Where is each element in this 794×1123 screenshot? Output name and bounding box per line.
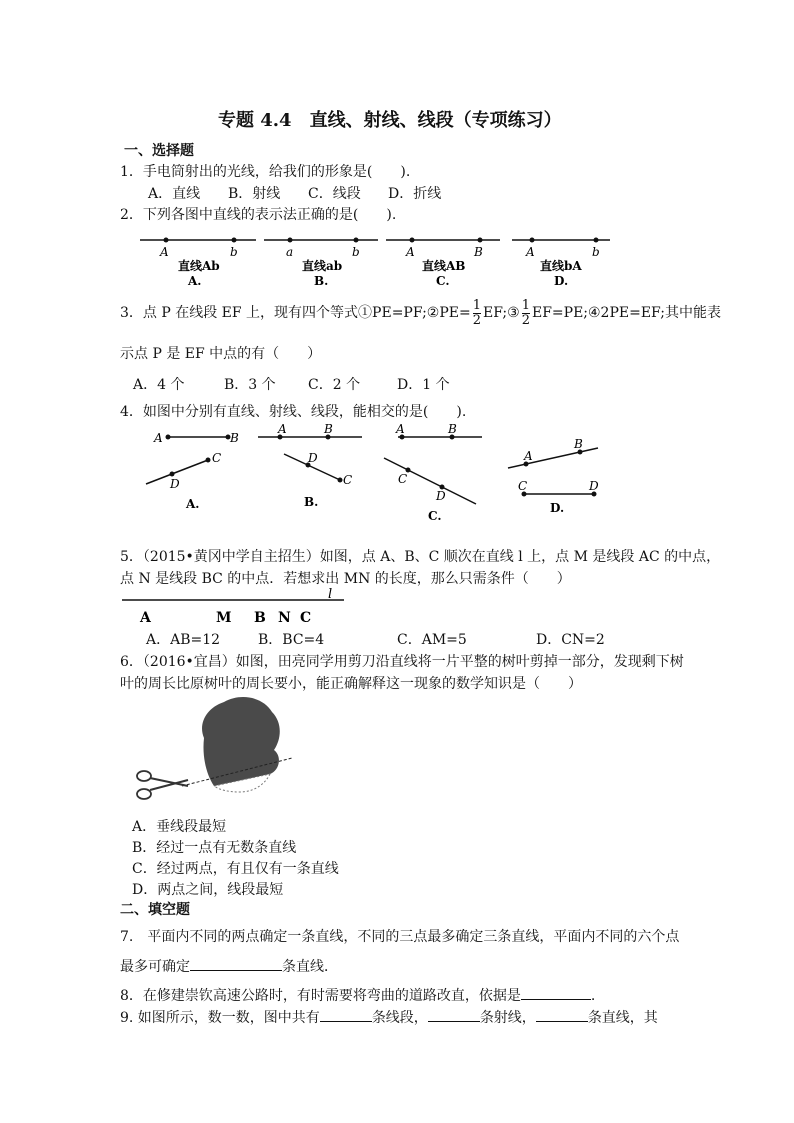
- q2-c-name: 直线AB: [422, 259, 466, 273]
- q2-a-label-2: b: [230, 245, 238, 259]
- q4-figure-b: [258, 422, 362, 509]
- question-6-stem-line1: 6．（2016•宜昌）如图，田亮同学用剪刀沿直线将一片平整的树叶剪掉一部分，发现剩下树: [120, 654, 684, 670]
- q9-blank-rays[interactable]: [428, 1007, 480, 1022]
- q2-a-point-2: [232, 238, 237, 243]
- question-6-option-a: A．垂线段最短: [132, 819, 227, 835]
- question-4-figures: [140, 420, 610, 525]
- question-7-line1: 7. 平面内不同的两点确定一条直线，不同的三点最多确定三条直线，平面内不同的六个点: [120, 929, 680, 945]
- q9-text-d: 条直线，其: [587, 1010, 658, 1026]
- q2-figure-d: [512, 238, 610, 289]
- q2-c-point-1: [410, 238, 415, 243]
- q3-frac1-den: 2: [472, 312, 481, 328]
- question-9: [120, 1007, 658, 1027]
- q2-d-label-2: b: [592, 245, 600, 259]
- question-1-option-a: A．直线: [148, 186, 201, 202]
- q4-b-label-a: A: [278, 422, 287, 436]
- q2-b-point-1: [288, 238, 293, 243]
- question-5-option-a: A．AB=12: [146, 632, 221, 648]
- question-5-option-d: D．CN=2: [536, 632, 605, 648]
- q4-c-label-d: D: [436, 489, 446, 503]
- q4-d-ray-ab: [508, 448, 598, 468]
- q8-text-a: 8．在修建崇钦高速公路时，有时需要将弯曲的道路改直，依据是: [120, 988, 521, 1004]
- q3-stem-b: EF;③: [483, 305, 520, 321]
- q2-a-label-1: A: [160, 245, 169, 259]
- question-7-line2: [120, 956, 338, 976]
- q4-d-letter: D.: [550, 501, 565, 515]
- q2-figure-a: [140, 238, 256, 289]
- q2-figure-c: [386, 238, 500, 289]
- q2-b-label-2: b: [352, 245, 360, 259]
- q2-d-name: 直线bA: [540, 259, 582, 273]
- scissors-icon: [137, 771, 188, 799]
- q4-c-letter: C.: [428, 509, 442, 523]
- question-1-option-d: D．折线: [388, 186, 442, 202]
- question-5-option-c: C．AM=5: [397, 632, 467, 648]
- q3-stem-a: 3．点 P 在线段 EF 上，现有四个等式①PE=PF;②PE=: [120, 305, 471, 321]
- q2-c-label-2: B: [474, 245, 483, 259]
- q2-a-point-1: [164, 238, 169, 243]
- q8-text-b: .: [590, 988, 596, 1004]
- q4-figure-c: [384, 422, 482, 523]
- q4-b-label-b: B: [324, 422, 333, 436]
- question-8: [120, 985, 595, 1005]
- question-1-option-b: B．射线: [228, 186, 281, 202]
- q3-frac1-num: 1: [472, 297, 481, 313]
- q5-point-m: M: [216, 610, 232, 624]
- q4-d-label-a: A: [524, 449, 533, 463]
- q2-a-letter: A.: [188, 274, 202, 288]
- question-2-stem: 2．下列各图中直线的表示法正确的是( ).: [120, 207, 397, 223]
- question-6-option-c: C．经过两点，有且仅有一条直线: [132, 861, 339, 877]
- q4-d-label-d: D: [589, 479, 599, 493]
- question-2-figures: [130, 228, 620, 290]
- q5-point-a: A: [140, 610, 151, 624]
- question-1-stem: 1．手电筒射出的光线，给我们的形象是( ).: [120, 164, 411, 180]
- section-heading-fill: 二、填空题: [120, 902, 190, 918]
- q2-d-point-1: [530, 238, 535, 243]
- q2-a-name: 直线Ab: [178, 259, 220, 273]
- page-title: 专题 4.4 直线、射线、线段（专项练习）: [218, 110, 562, 131]
- q4-figure-d: [508, 437, 599, 515]
- q7-answer-blank[interactable]: [190, 956, 282, 971]
- q2-d-label-1: A: [526, 245, 535, 259]
- q4-a-label-c: C: [212, 451, 222, 465]
- question-3-option-b: B．3 个: [224, 377, 276, 393]
- q2-c-letter: C.: [436, 274, 450, 288]
- q2-b-letter: B.: [314, 274, 329, 288]
- q4-d-label-b: B: [574, 437, 583, 451]
- q2-d-letter: D.: [554, 274, 569, 288]
- q3-frac2-den: 2: [521, 312, 530, 328]
- q5-point-n: N: [278, 610, 291, 624]
- question-6-option-d: D．两点之间，线段最短: [132, 882, 284, 898]
- q4-a-letter: A.: [186, 497, 200, 511]
- q4-d-label-c: C: [518, 479, 528, 493]
- q2-c-label-1: A: [406, 245, 415, 259]
- question-3-option-c: C．2 个: [308, 377, 361, 393]
- q3-frac2-num: 1: [521, 297, 530, 313]
- q9-text-c: 条射线，: [479, 1010, 536, 1026]
- question-6-stem-line2: 叶的周长比原树叶的周长要小，能正确解释这一现象的数学知识是（ ）: [120, 676, 582, 692]
- q3-fraction-1: [473, 299, 481, 328]
- q9-text-a: 9. 如图所示，数一数，图中共有: [120, 1010, 320, 1026]
- q4-c-label-b: B: [448, 422, 457, 436]
- question-1-option-c: C．线段: [308, 186, 361, 202]
- q2-b-point-2: [354, 238, 359, 243]
- q5-point-c: C: [300, 610, 312, 624]
- q7-text-a: 最多可确定: [120, 959, 190, 975]
- q4-b-label-c: C: [343, 473, 353, 487]
- q4-c-label-a: A: [396, 422, 405, 436]
- q4-b-letter: B.: [304, 495, 319, 509]
- question-5-stem-line2: 点 N 是线段 BC 的中点．若想求出 MN 的长度，那么只需条件（ ）: [120, 571, 571, 587]
- question-5-option-b: B．BC=4: [258, 632, 325, 648]
- q8-answer-blank[interactable]: [521, 985, 591, 1000]
- question-6-option-b: B．经过一点有无数条直线: [132, 840, 297, 856]
- question-5-figure: [118, 588, 358, 624]
- q9-blank-segments[interactable]: [320, 1007, 372, 1022]
- question-6-leaf-figure: [132, 694, 302, 812]
- section-heading-choice: 一、选择题: [124, 143, 194, 159]
- question-5-stem-line1: 5．（2015•黄冈中学自主招生）如图，点 A、B、C 顺次在直线 l 上，点 M 是线段 AC 的中点，: [120, 549, 721, 565]
- q2-c-point-2: [478, 238, 483, 243]
- q4-c-label-c: C: [398, 472, 408, 486]
- q2-b-label-1: a: [286, 245, 294, 259]
- question-3-stem-line2: 示点 P 是 EF 中点的有（ ）: [120, 346, 322, 362]
- q4-a-label-d: D: [170, 477, 180, 491]
- q5-line-label: l: [328, 588, 333, 602]
- q3-fraction-2: [522, 299, 530, 328]
- q2-b-name: 直线ab: [302, 259, 343, 273]
- q2-d-point-2: [594, 238, 599, 243]
- question-4-stem: 4．如图中分别有直线、射线、线段，能相交的是( ).: [120, 404, 467, 420]
- q5-point-b: B: [254, 610, 266, 624]
- q9-blank-lines[interactable]: [536, 1007, 588, 1022]
- q4-a-label-b: B: [230, 431, 239, 445]
- leaf-icon: [202, 697, 280, 786]
- q3-stem-c: EF=PE;④2PE=EF;其中能表: [531, 305, 721, 321]
- q9-text-b: 条线段，: [371, 1010, 428, 1026]
- question-3-option-d: D．1 个: [397, 377, 450, 393]
- question-3-stem: [120, 296, 721, 330]
- q4-a-label-a: A: [154, 431, 163, 445]
- q2-figure-b: [264, 238, 378, 289]
- q7-text-b: 条直线．: [282, 959, 338, 975]
- q4-b-label-d: D: [308, 451, 318, 465]
- q4-figure-a: [146, 431, 239, 511]
- question-3-option-a: A．4 个: [133, 377, 185, 393]
